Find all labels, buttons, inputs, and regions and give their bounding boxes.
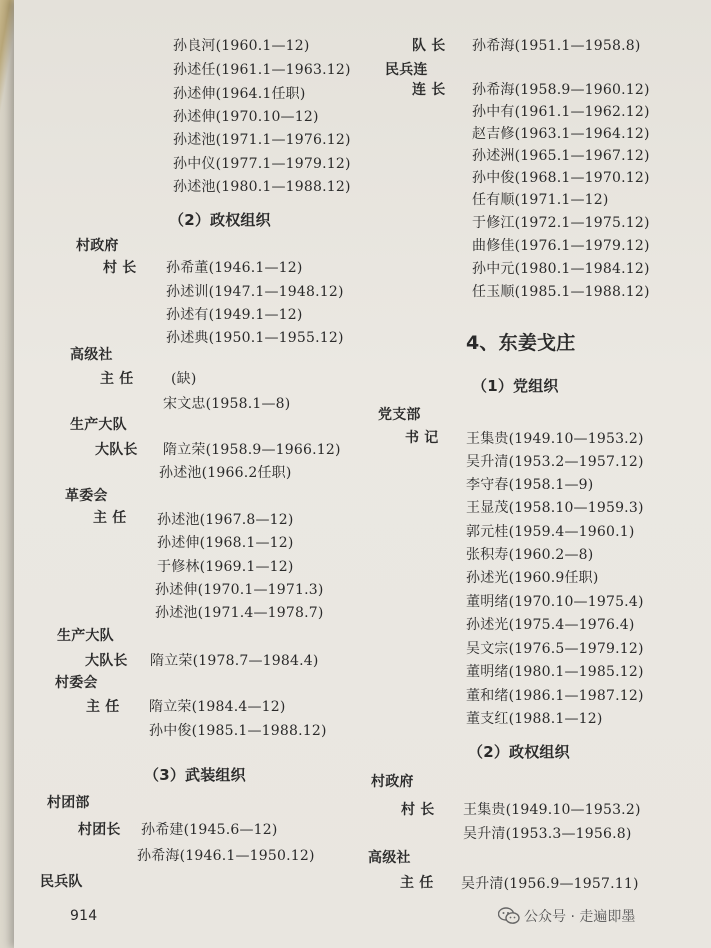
entry: 李守春(1958.1—9) <box>466 477 594 493</box>
org-heading: 民兵队 <box>40 874 83 890</box>
watermark <box>498 906 635 926</box>
entry: 孙述池(1971.4—1978.7) <box>155 605 324 621</box>
entry: 孙述伸(1964.1任职) <box>173 86 306 102</box>
entry: 孙希建(1945.6—12) <box>141 822 278 838</box>
entry: (缺) <box>171 371 197 387</box>
section-heading: （1）党组织 <box>472 377 559 395</box>
entry: 孙希海(1958.9—1960.12) <box>472 82 650 98</box>
entry: 孙中俊(1985.1—1988.12) <box>149 723 327 739</box>
role-label: 村 长 <box>401 802 435 818</box>
entry: 吴升清(1953.2—1957.12) <box>466 454 644 470</box>
org-heading: 生产大队 <box>57 628 114 644</box>
entry: 孙述伸(1970.10—12) <box>173 109 319 125</box>
entry: 孙希海(1946.1—1950.12) <box>137 848 315 864</box>
wechat-icon <box>498 907 520 925</box>
entry: 任玉顺(1985.1—1988.12) <box>472 284 650 300</box>
entry: 孙述洲(1965.1—1967.12) <box>472 148 650 164</box>
role-label: 连 长 <box>412 82 446 98</box>
entry: 隋立荣(1984.4—12) <box>149 699 286 715</box>
entry: 孙中元(1980.1—1984.12) <box>472 261 650 277</box>
entry: 孙希董(1946.1—12) <box>166 260 303 276</box>
entry: 孙中俊(1968.1—1970.12) <box>472 170 650 186</box>
role-label: 大队长 <box>95 442 138 458</box>
role-label: 主 任 <box>93 510 127 526</box>
entry: 吴升清(1953.3—1956.8) <box>463 826 632 842</box>
entry: 孙述池(1966.2任职) <box>159 465 292 481</box>
page-number: 914 <box>70 908 98 924</box>
entry: 董明绪(1970.10—1975.4) <box>466 594 644 610</box>
org-heading: 革委会 <box>65 488 108 504</box>
entry: 孙述池(1980.1—1988.12) <box>173 179 351 195</box>
entry: 宋文忠(1958.1—8) <box>163 396 291 412</box>
entry: 隋立荣(1958.9—1966.12) <box>163 442 341 458</box>
role-label: 队 长 <box>412 38 446 54</box>
section-heading: （3）武装组织 <box>144 766 246 784</box>
entry: 孙中有(1961.1—1962.12) <box>472 104 650 120</box>
book-page <box>14 0 711 948</box>
org-heading: 党支部 <box>378 407 421 423</box>
entry: 曲修佳(1976.1—1979.12) <box>472 238 650 254</box>
role-label: 主 任 <box>86 699 120 715</box>
org-heading: 村政府 <box>371 774 414 790</box>
entry: 孙述光(1975.4—1976.4) <box>466 617 635 633</box>
village-title: 4、东姜戈庄 <box>466 332 576 354</box>
entry: 孙述池(1967.8—12) <box>157 512 294 528</box>
entry: 孙述伸(1968.1—12) <box>157 535 294 551</box>
org-heading: 高级社 <box>368 850 411 866</box>
entry: 王集贵(1949.10—1953.2) <box>463 802 641 818</box>
entry: 王集贵(1949.10—1953.2) <box>466 431 644 447</box>
entry: 吴文宗(1976.5—1979.12) <box>466 641 644 657</box>
org-heading: 生产大队 <box>70 417 127 433</box>
role-label: 村团长 <box>78 822 121 838</box>
role-label: 主 任 <box>100 371 134 387</box>
entry: 孙述典(1950.1—1955.12) <box>166 330 344 346</box>
entry: 任有顺(1971.1—12) <box>472 192 609 208</box>
org-heading: 民兵连 <box>385 62 428 78</box>
watermark-text: 公众号 · 走遍即墨 <box>524 909 636 925</box>
org-heading: 高级社 <box>70 347 113 363</box>
entry: 董和绪(1986.1—1987.12) <box>466 688 644 704</box>
entry: 董明绪(1980.1—1985.12) <box>466 664 644 680</box>
entry: 董支红(1988.1—12) <box>466 711 603 727</box>
section-heading: （2）政权组织 <box>468 743 570 761</box>
org-heading: 村委会 <box>55 675 98 691</box>
org-heading: 村团部 <box>47 795 90 811</box>
entry: 孙良河(1960.1—12) <box>173 38 310 54</box>
entry: 孙述任(1961.1—1963.12) <box>173 62 351 78</box>
section-heading: （2）政权组织 <box>169 211 271 229</box>
role-label: 主 任 <box>400 875 434 891</box>
entry: 孙中仪(1977.1—1979.12) <box>173 156 351 172</box>
entry: 孙希海(1951.1—1958.8) <box>472 38 641 54</box>
entry: 孙述训(1947.1—1948.12) <box>166 284 344 300</box>
entry: 吴升清(1956.9—1957.11) <box>461 876 639 892</box>
entry: 孙述有(1949.1—12) <box>166 307 303 323</box>
entry: 孙述光(1960.9任职) <box>466 570 599 586</box>
role-label: 村 长 <box>103 260 137 276</box>
entry: 孙述伸(1970.1—1971.3) <box>155 582 324 598</box>
entry: 孙述池(1971.1—1976.12) <box>173 132 351 148</box>
role-label: 大队长 <box>85 653 128 669</box>
entry: 隋立荣(1978.7—1984.4) <box>150 653 319 669</box>
entry: 王显茂(1958.10—1959.3) <box>466 500 644 516</box>
org-heading: 村政府 <box>76 238 119 254</box>
entry: 于修林(1969.1—12) <box>157 559 294 575</box>
entry: 于修江(1972.1—1975.12) <box>472 215 650 231</box>
entry: 张积寿(1960.2—8) <box>466 547 594 563</box>
entry: 赵吉修(1963.1—1964.12) <box>472 126 650 142</box>
role-label: 书 记 <box>405 430 439 446</box>
entry: 郭元桂(1959.4—1960.1) <box>466 524 635 540</box>
